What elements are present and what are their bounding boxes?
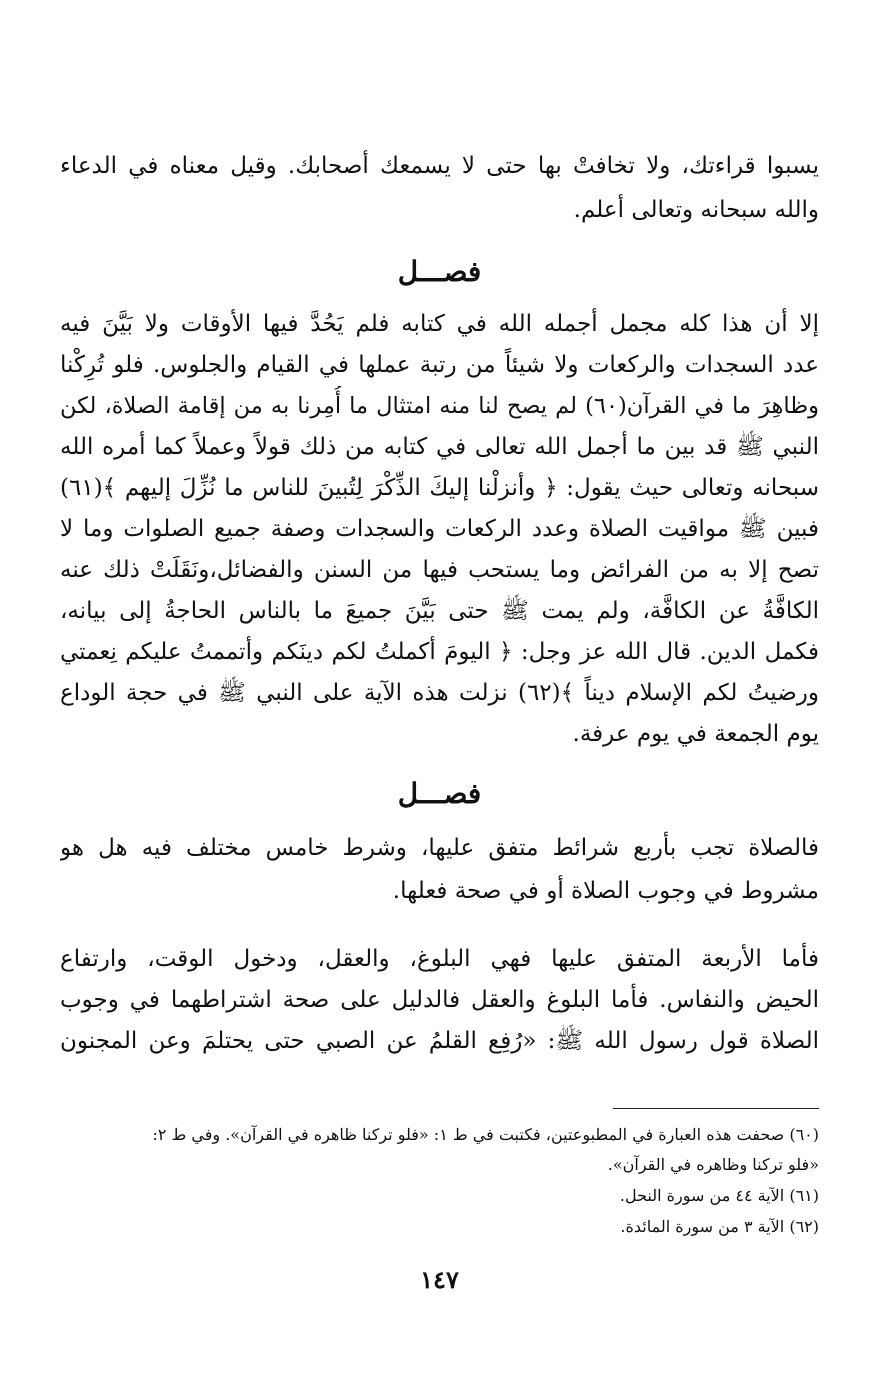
intro-line-2: والله سبحانه وتعالى أعلم. <box>573 197 819 223</box>
footnote-61: (٦١) الآية ٤٤ من سورة النحل. <box>619 1186 819 1205</box>
section1-line-6: فبين ﷺ مواقيت الصلاة وعدد الركعات والسجدات وصفة جميع الصلوات وما لا <box>60 516 819 542</box>
page-number: ١٤٧ <box>420 1265 459 1294</box>
section1-line-5: سبحانه وتعالى حيث يقول: ﴿ وأنزلْنا إليكَ الذِّكْرَ لِتُبينَ للناس ما نُزِّلَ إليهم ﴾(٦١) <box>60 475 819 501</box>
section2-para2-line-1: فأما الأربعة المتفق عليها فهي البلوغ، والعقل، ودخول الوقت، وارتفاع <box>60 946 819 972</box>
footnote-60: (٦٠) صحفت هذه العبارة في المطبوعتين، فكتبت في ط ١: «فلو تركنا ظاهره في القرآن». وفي ط ٢: <box>152 1125 819 1144</box>
section1-line-7: تصح إلا به من الفرائض وما يستحب فيها من السنن والفضائل،ونَقَلَتْ ذلك عنه <box>60 557 819 583</box>
section-heading-1: فصـــل <box>397 255 482 288</box>
section2-para1-line-1: فالصلاة تجب بأربع شرائط متفق عليها، وشرط خامس مختلف فيه هل هو <box>60 835 819 861</box>
section2-para2-line-2: الحيض والنفاس. فأما البلوغ والعقل فالدليل على صحة اشتراطهما في وجوب <box>60 987 819 1013</box>
section1-line-11: يوم الجمعة في يوم عرفة. <box>572 721 819 747</box>
section1-line-2: عدد السجدات والركعات ولا شيئاً من رتبة عملها في القيام والجلوس. فلو تُرِكْنا <box>60 352 819 378</box>
section1-line-8: الكافَّةُ عن الكافَّة، ولم يمت ﷺ حتى بَيَّنَ جميعَ ما بالناس الحاجةُ إلى بيانه، <box>60 598 819 624</box>
section1-line-9: فكمل الدين. قال الله عز وجل: ﴿ اليومَ أكملتُ لكم دينَكم وأتممتُ عليكم نِعمتي <box>60 639 819 665</box>
section1-line-4: النبي ﷺ قد بين ما أجمل الله تعالى في كتابه من ذلك قولاً وعملاً كما أمره الله <box>60 434 819 460</box>
footnote-62: (٦٢) الآية ٣ من سورة المائدة. <box>620 1217 819 1236</box>
section2-para2-line-3: الصلاة قول رسول الله ﷺ: «رُفِع القلمُ عن الصبي حتى يحتلمَ وعن المجنون <box>60 1028 819 1054</box>
footnote-divider <box>613 1108 819 1109</box>
section1-line-1: إلا أن هذا كله مجمل أجمله الله في كتابه فلم يَحُدَّ فيها الأوقات ولا بَيَّنَ فيه <box>60 311 819 337</box>
section-heading-2: فصـــل <box>397 777 482 810</box>
intro-line-1: يسبوا قراءتك، ولا تخافتْ بها حتى لا يسمعك أصحابك. وقيل معناه في الدعاء <box>60 153 819 179</box>
section1-line-10: ورضيتُ لكم الإسلام ديناً ﴾(٦٢) نزلت هذه الآية على النبي ﷺ في حجة الوداع <box>60 680 819 706</box>
footnote-60-continued: «فلو تركنا وظاهره في القرآن». <box>607 1155 819 1174</box>
section2-para1-line-2: مشروط في وجوب الصلاة أو في صحة فعلها. <box>392 878 819 904</box>
section1-line-3: وظاهِرَ ما في القرآن(٦٠) لم يصح لنا منه امتثال ما أُمِرنا به من إقامة الصلاة، لكن <box>60 393 819 419</box>
